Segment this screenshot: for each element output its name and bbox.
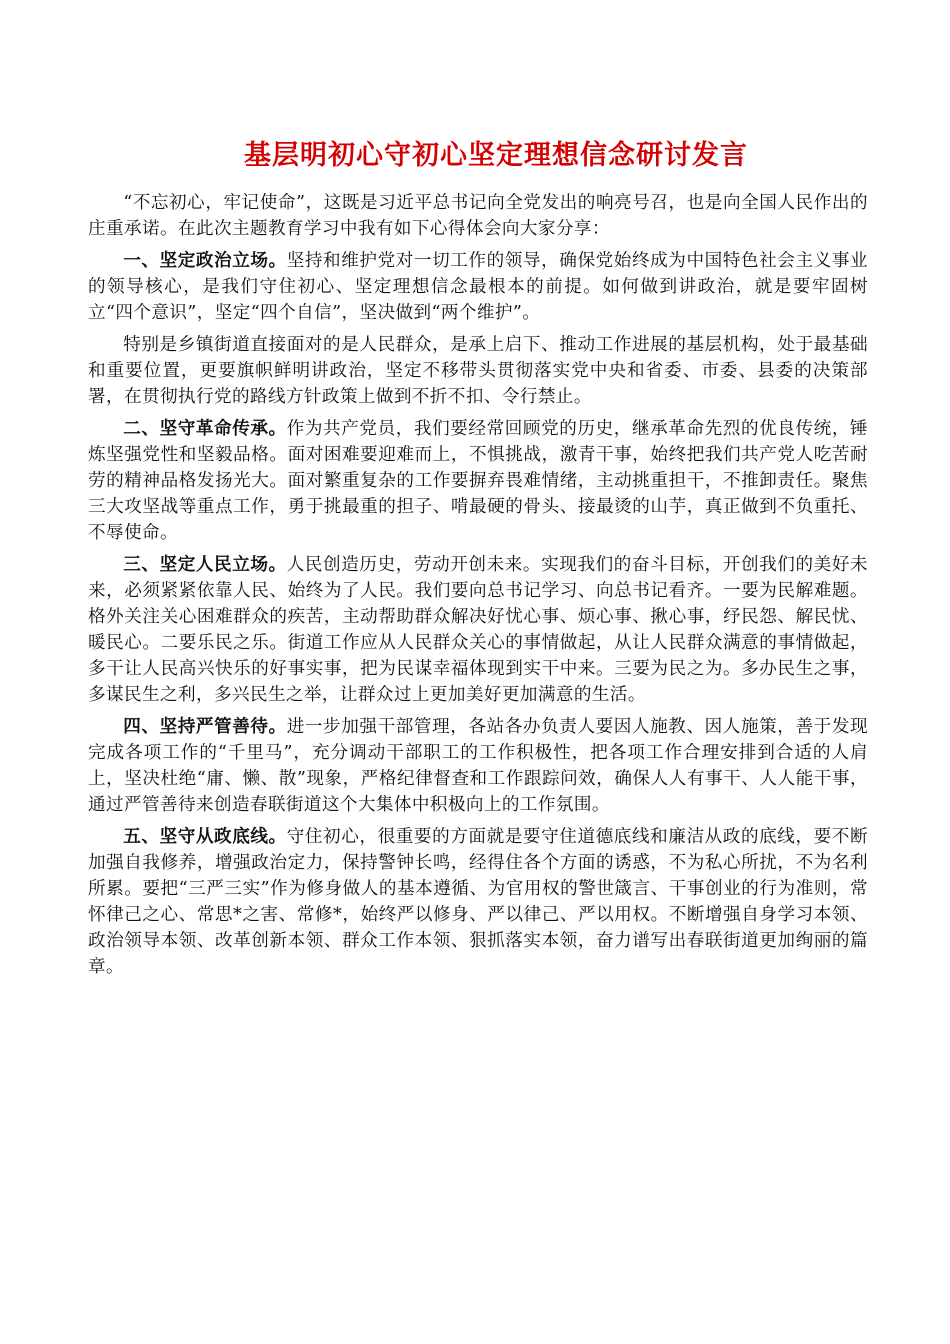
paragraph-political-stance: [88, 248, 868, 326]
paragraph-heading: 五、坚守从政底线。: [123, 827, 287, 847]
paragraph-heading: 一、坚定政治立场。: [123, 251, 287, 271]
paragraph-text: 进一步加强干部管理，各站各办负责人要因人施教、因人施策，善于发现完成各项工作的“千里马”，充分调动干部职工的工作积极性，把各项工作合理安排到合适的人肩上，坚决杜绝“庸、懒、散”现象，严格纪律督查和工作跟踪问效，确保人人有事干、人人能干事，通过严管善待来创造春联街道这个大集体中积极向上的工作氛围。: [88, 717, 868, 815]
document-page: [88, 134, 868, 986]
paragraph-bottom-line: [88, 824, 868, 980]
paragraph-people-stance: [88, 552, 868, 708]
paragraph-revolutionary-heritage: [88, 416, 868, 546]
paragraph-text: “不忘初心，牢记使命”，这既是习近平总书记向全党发出的响亮号召，也是向全国人民作出的庄重承诺。在此次主题教育学习中我有如下心得体会向大家分享：: [88, 193, 868, 239]
paragraph-text: 特别是乡镇街道直接面对的是人民群众，是承上启下、推动工作进展的基层机构，处于最基础和重要位置，更要旗帜鲜明讲政治，坚定不移带头贯彻落实党中央和省委、市委、县委的决策部署，在贯彻执行党的路线方针政策上做到不折不扣、令行禁止。: [88, 335, 868, 407]
paragraph-intro: [88, 190, 868, 242]
paragraph-heading: 二、坚守革命传承。: [123, 419, 287, 439]
paragraph-text: 人民创造历史，劳动开创未来。实现我们的奋斗目标，开创我们的美好未来，必须紧紧依靠人民、始终为了人民。我们要向总书记学习、向总书记看齐。一要为民解难题。格外关注关心困难群众的疾苦，主动帮助群众解决好忧心事、烦心事、揪心事，纾民怨、解民忧、暖民心。二要乐民之乐。街道工作应从人民群众关心的事情做起，从让人民群众满意的事情做起，多干让人民高兴快乐的好事实事，把为民谋幸福体现到实干中来。三要为民之为。多办民生之事，多谋民生之利，多兴民生之举，让群众过上更加美好更加满意的生活。: [88, 555, 868, 705]
paragraph-strict-management: [88, 714, 868, 818]
paragraph-text: 坚持和维护党对一切工作的领导，确保党始终成为中国特色社会主义事业的领导核心，是我们守住初心、坚定理想信念最根本的前提。如何做到讲政治，就是要牢固树立“四个意识”，坚定“四个自信”，坚决做到“两个维护”。: [88, 251, 868, 323]
paragraph-text: 作为共产党员，我们要经常回顾党的历史，继承革命先烈的优良传统，锤炼坚强党性和坚毅品格。面对困难要迎难而上，不惧挑战，激青干事，始终把我们共产党人吃苦耐劳的精神品格发扬光大。面对繁重复杂的工作要摒弃畏难情绪，主动挑重担干，不推卸责任。聚焦三大攻坚战等重点工作，勇于挑最重的担子、啃最硬的骨头、接最烫的山芋，真正做到不负重托、不辱使命。: [88, 419, 868, 543]
paragraph-grassroots: [88, 332, 868, 410]
paragraph-heading: 三、坚定人民立场。: [123, 555, 287, 575]
paragraph-text: 守住初心，很重要的方面就是要守住道德底线和廉洁从政的底线，要不断加强自我修养，增强政治定力，保持警钟长鸣，经得住各个方面的诱惑，不为私心所扰，不为名利所累。要把“三严三实”作为修身做人的基本遵循、为官用权的警世箴言、干事创业的行为准则，常怀律己之心、常思*之害、常修*，始终严以修身、严以律己、严以用权。不断增强自身学习本领、政治领导本领、改革创新本领、群众工作本领、狠抓落实本领，奋力谱写出春联街道更加绚丽的篇章。: [88, 827, 868, 977]
document-title: 基层明初心守初心坚定理想信念研讨发言: [244, 140, 748, 171]
paragraph-heading: 四、坚持严管善待。: [123, 717, 287, 737]
